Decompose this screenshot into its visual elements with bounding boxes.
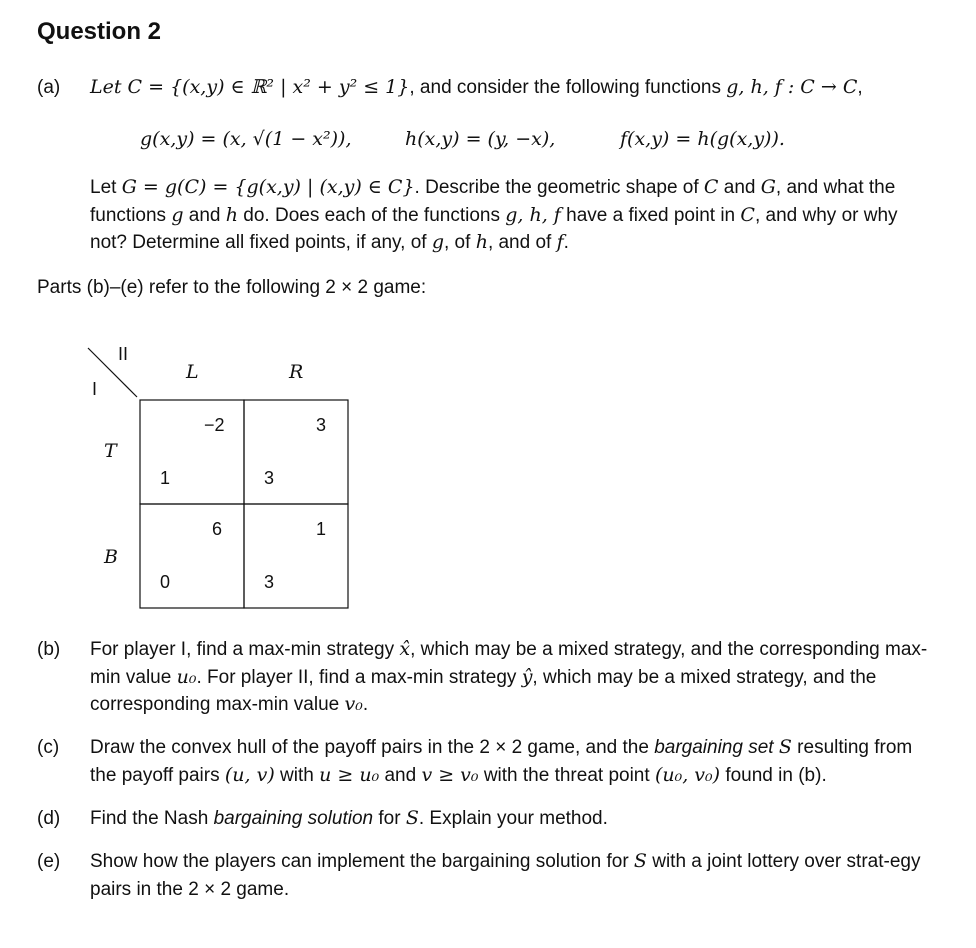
payoff-I-B-L: 0 <box>160 572 171 592</box>
part-b-label: (b) <box>37 639 61 660</box>
payoff-I-B-R: 3 <box>264 572 275 592</box>
payoff-I-T-R: 3 <box>264 468 275 488</box>
payoff-I-T-L: 1 <box>160 468 171 488</box>
cell-B-R <box>244 504 348 608</box>
cell-B-L <box>140 504 244 608</box>
row-label-B: B <box>104 546 118 568</box>
part-b-text: For player I, find a max-min strategy x̂, which may be a mixed strategy, and the corresponding max-min value u₀. For player II, find a max-min strategy ŷ, which may be a mixed strategy, and the corresponding max-min value v₀. <box>90 638 928 715</box>
payoff-II-T-R: 3 <box>316 415 327 435</box>
col-label-R: R <box>289 361 304 383</box>
col-label-L: L <box>186 361 199 383</box>
game-intro: Parts (b)–(e) refer to the following 2 × 2 game: <box>37 277 427 298</box>
cell-T-R <box>244 400 348 504</box>
player-row-label: I <box>92 379 98 399</box>
cell-T-L <box>140 400 244 504</box>
payoff-II-T-L: −2 <box>204 415 225 435</box>
part-a-label: (a) <box>37 77 61 98</box>
part-a-line1: Let C = {(x,y) ∈ ℝ² | x² + y² ≤ 1}, and consider the following functions g, h, f : C → C, <box>90 76 863 98</box>
part-e-label: (e) <box>37 851 61 872</box>
def-g: g(x,y) = (x, √(1 − x²)), <box>140 128 352 150</box>
part-e-text: Show how the players can implement the bargaining solution for S with a joint lottery over strat-egy pairs in the 2 × 2 game. <box>90 850 921 900</box>
question-title: Question 2 <box>37 18 162 45</box>
part-d-label: (d) <box>37 808 61 829</box>
player-col-label: II <box>118 344 129 364</box>
payoff-II-B-R: 1 <box>316 519 327 539</box>
def-h: h(x,y) = (y, −x), <box>405 128 556 150</box>
part-d-text: Find the Nash bargaining solution for S. Explain your method. <box>90 807 608 829</box>
payoff-II-B-L: 6 <box>212 519 223 539</box>
part-c-label: (c) <box>37 737 60 758</box>
def-f: f(x,y) = h(g(x,y)). <box>620 128 785 150</box>
row-label-T: T <box>104 440 117 462</box>
part-a-question-text: Let G = g(C) = {g(x,y) | (x,y) ∈ C}. Describe the geometric shape of C and G, and what the functions g and h do. Does each of the functions g, h, f have a fixed point in C, and why or why not? Determine all fixed points, if any, of g, of h, and of f. <box>90 176 898 253</box>
part-c-text: Draw the convex hull of the payoff pairs in the 2 × 2 game, and the bargaining set S resulting from the payoff pairs (u, v) with u ≥ u₀ and v ≥ v₀ with the threat point (u₀, v₀) found in (b). <box>90 736 913 786</box>
